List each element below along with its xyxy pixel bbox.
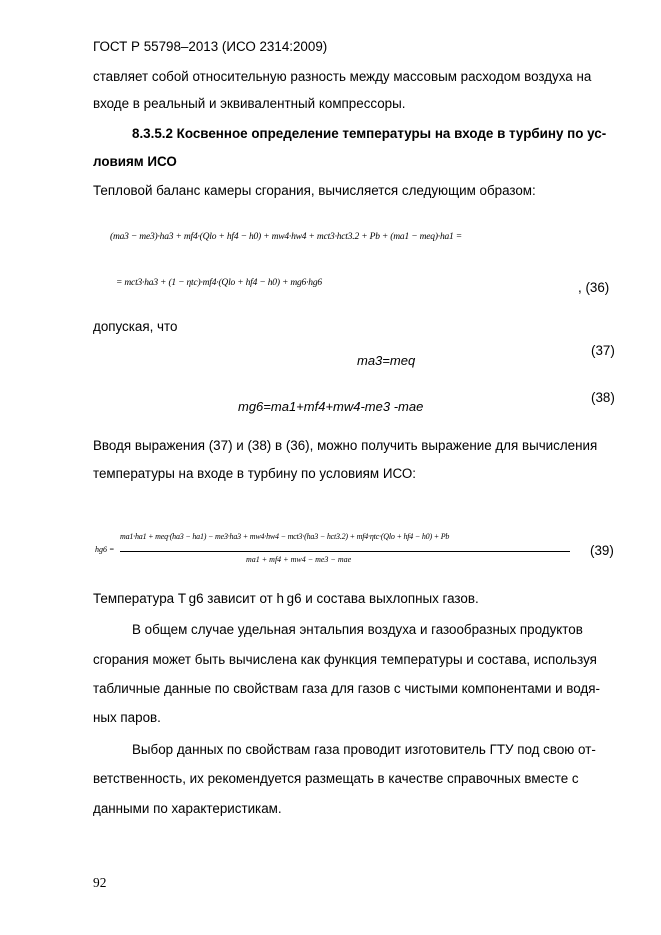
paragraph-line: Вводя выражения (37) и (38) в (36), можно получить выражение для вычисления bbox=[93, 438, 598, 453]
paragraph-line: допуская, что bbox=[93, 319, 178, 334]
fraction-bar bbox=[120, 551, 570, 552]
equation-38: mg6=ma1+mf4+mw4-me3 -mae bbox=[238, 399, 424, 414]
paragraph-line: Выбор данных по свойствам газа проводит изготовитель ГТУ под свою от- bbox=[132, 742, 596, 757]
equation-number-39: (39) bbox=[590, 543, 614, 558]
paragraph-line: температуры на входе в турбину по условиям ИСО: bbox=[93, 466, 416, 481]
paragraph-line: сгорания может быть вычислена как функция температуры и состава, используя bbox=[93, 652, 597, 667]
paragraph-line: табличные данные по свойствам газа для газов с чистыми компонентами и водя- bbox=[93, 681, 600, 696]
page-number: 92 bbox=[93, 875, 107, 890]
equation-number-38: (38) bbox=[591, 390, 615, 405]
page-header: ГОСТ Р 55798–2013 (ИСО 2314:2009) bbox=[93, 39, 328, 54]
equation-39-lhs: hg6 = bbox=[95, 545, 115, 554]
paragraph-line: Температура T g6 зависит от h g6 и состава выхлопных газов. bbox=[93, 591, 479, 606]
equation-number-37: (37) bbox=[591, 343, 615, 358]
paragraph-line: ветственность, их рекомендуется размещать в качестве справочных вместе с bbox=[93, 771, 579, 786]
paragraph-line: ставляет собой относительную разность между массовым расходом воздуха на bbox=[93, 69, 592, 84]
paragraph-line: данными по характеристикам. bbox=[93, 801, 282, 816]
section-heading: 8.3.5.2 Косвенное определение температуры на входе в турбину по ус- bbox=[132, 126, 607, 141]
equation-39-numerator: ma1·ha1 + meq·(ha3 − ha1) − me3·ha3 + mw4·hw4 − mct3·(ha3 − hct3.2) + mf4·ηtc·(Qlo + hf4 − h0) + Pb bbox=[120, 532, 450, 541]
paragraph-line: ных паров. bbox=[93, 710, 161, 725]
paragraph-line: В общем случае удельная энтальпия воздуха и газообразных продуктов bbox=[132, 622, 583, 637]
paragraph-line: входе в реальный и эквивалентный компрессоры. bbox=[93, 96, 406, 111]
paragraph-line: Тепловой баланс камеры сгорания, вычисляется следующим образом: bbox=[93, 183, 536, 198]
section-heading: ловиям ИСО bbox=[93, 154, 177, 169]
equation-39-denominator: ma1 + mf4 + mw4 − me3 − mae bbox=[246, 555, 352, 564]
equation-36-bottom: = mct3·ha3 + (1 − ηtc)·mf4·(Qlo + hf4 − h0) + mg6·hg6 bbox=[116, 278, 322, 288]
equation-36-top: (ma3 − me3)·ha3 + mf4·(Qlo + hf4 − h0) + mw4·hw4 + mct3·hct3.2 + Pb + (ma1 − meq)·ha1 = bbox=[110, 232, 462, 242]
equation-37: ma3=meq bbox=[357, 353, 416, 368]
equation-number-36: , (36) bbox=[578, 280, 610, 295]
